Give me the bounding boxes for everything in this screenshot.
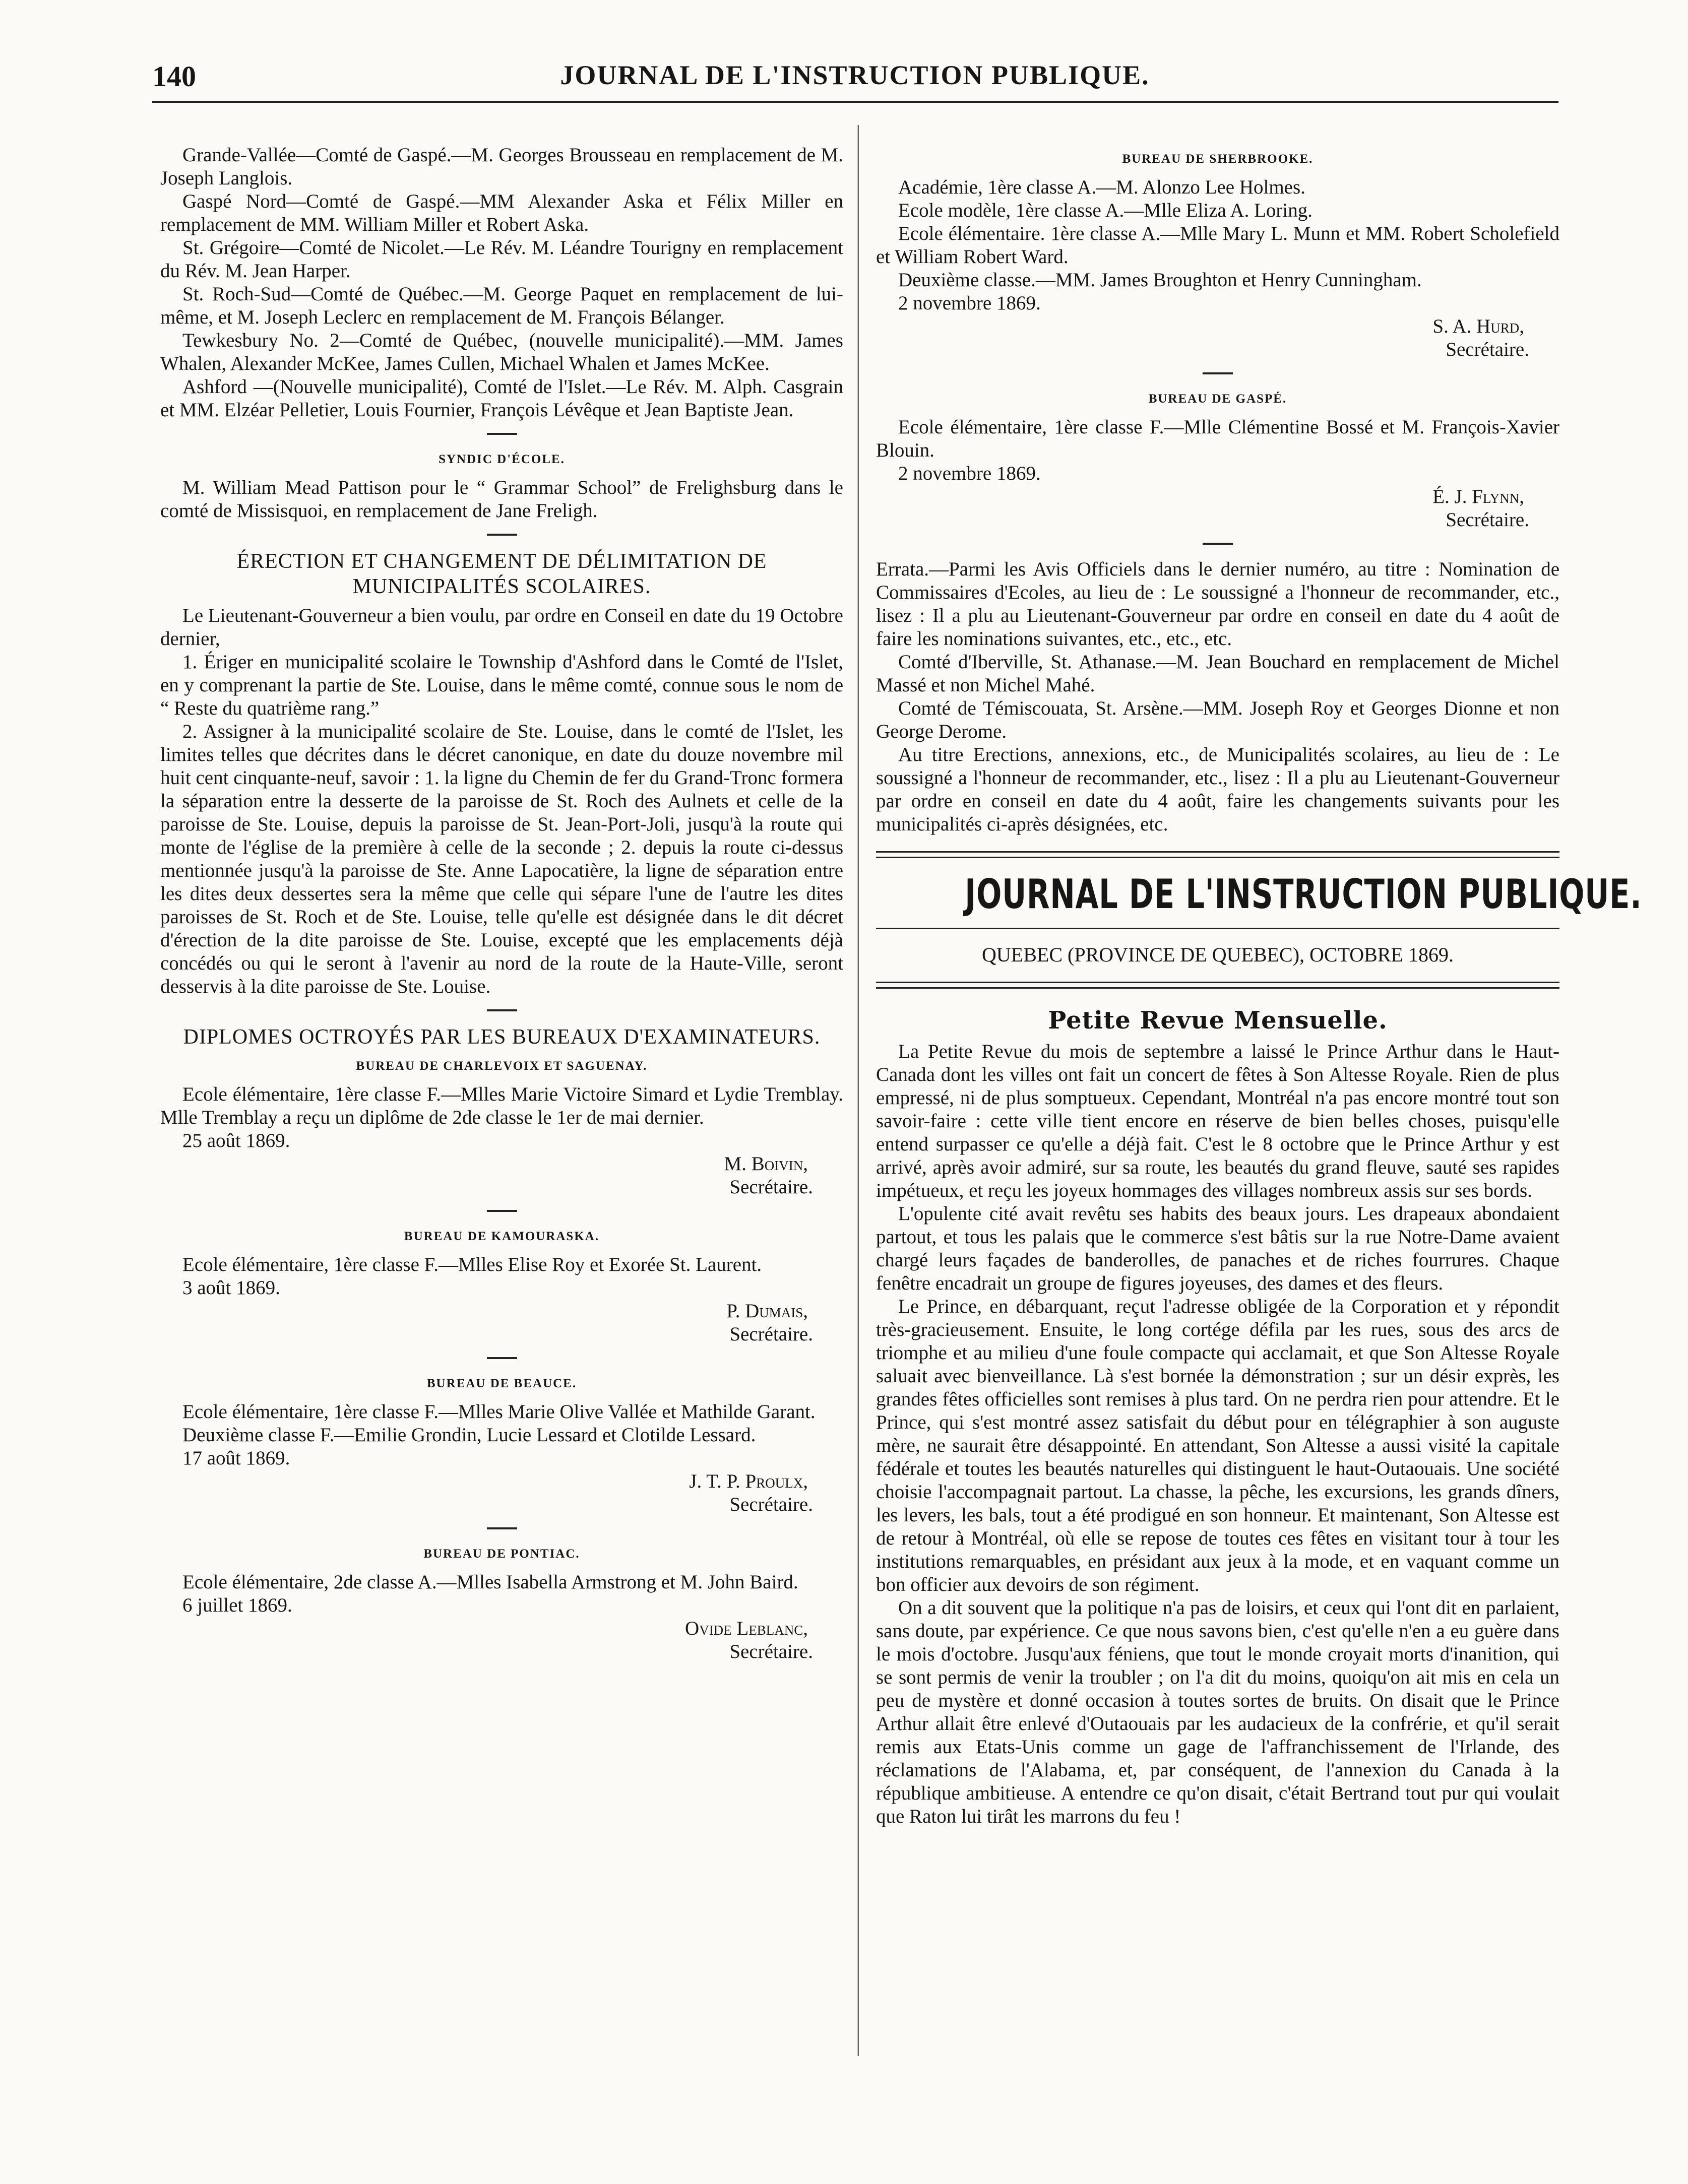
signer-name: P. Dumais,: [726, 1300, 808, 1322]
page-header: [152, 59, 1557, 95]
signer-name: Ovide Leblanc,: [685, 1618, 808, 1639]
revue-paragraph: La Petite Revue du mois de septembre a laissé le Prince Arthur dans le Haut-Canada dont les villes ont fait un concert de fêtes à Son Altesse Royale. Rien de plus empressé, ni de plus somptueux. Cependant, Montréal n'a pas encore montré tout son savoir-faire : cette ville tient encore en réserve de bien belles choses, puisqu'elle entend surpasser ce qu'elle a déjà fait. C'est le 8 octobre que le Prince Arthur y est arrivé, après avoir admiré, sur sa route, les beautés du grand fleuve, sauté ses rapides impétueux, et reçu les joyeux hommages des villages nombreux assis sur ses bords.: [876, 1041, 1559, 1201]
erection-paragraph: Le Lieutenant-Gouverneur a bien voulu, par ordre en Conseil en date du 19 Octobre dernier,: [160, 605, 843, 650]
revue-paragraph: Le Prince, en débarquant, reçut l'adresse obligée de la Corporation et y répondit très-gracieusement. Ensuite, le long cortége défila par les rues, sous des arcs de triomphe et au milieu d'une foule compacte qui acclamait, et que Son Altesse Royale saluait avec bienveillance. Là s'est bornée la démonstration ; sur un désir exprès, les grandes fêtes officielles sont remises à plus tard. On ne perdra rien pour attendre. Et le Prince, qui s'est montré assez satisfait du début pour en télégraphier à son auguste mère, ne saurait être désappointé. En attendant, Son Altesse a aussi visité la capitale fédérale et toutes les beautés naturelles qui distinguent le haut-Outaouais. Une société choisie l'accompagnait partout. La chasse, la pêche, les excursions, les grands dîners, les levers, les bals, tout a été prodigué en son honneur. Et maintenant, Son Altesse est de retour à Montréal, où elle se repose de toutes ces fêtes en visitant tour à tour les institutions remarquables, en présidant aux jeux à la mode, et en vaquant comme un bon officier aux devoirs de son régiment.: [876, 1296, 1559, 1595]
signer-role: Secrétaire.: [729, 1176, 813, 1198]
signer-role: Secrétaire.: [1446, 339, 1529, 360]
double-rule: [876, 982, 1559, 989]
masthead-rule: [876, 928, 1559, 929]
signer-role: Secrétaire.: [729, 1494, 813, 1515]
separator-dash: [487, 433, 517, 435]
erection-paragraph: 2. Assigner à la municipalité scolaire de Ste. Louise, dans le comté de l'Islet, les limites telles que décrites dans le décret canonique, en date du douze novembre mil huit cent cinquante-neuf, savoir : 1. la ligne du Chemin de fer du Grand-Tronc formera la séparation entre la desserte de la paroisse de St. Roch des Aulnets et celle de la paroisse de Ste. Louise, depuis la paroisse de St. Jean-Port-Joli, jusqu'à la route qui monte de l'église de la première à celle de la seconde ; 2. depuis la route ci-dessus mentionnée jusqu'à la paroisse de Ste. Anne Lapocatière, la ligne de séparation entre les dites deux dessertes sera la même que celle qui sépare l'une de l'autre les dites paroisses de St. Roch et de Ste. Louise, telle qu'elle est désignée dans le dit décret d'érection de la dite paroisse de Ste. Louise, excepté que les emplacements déjà concédés ou qui le seront à l'avenir au nord de la route de la Haute-Ville, seront desservis à la dite paroisse de Ste. Louise.: [160, 721, 843, 997]
bureau-entry: Ecole modèle, 1ère classe A.—Mlle Eliza A. Loring.: [898, 200, 1312, 221]
signer-role: Secrétaire.: [729, 1323, 813, 1345]
header-rule: [152, 101, 1558, 103]
dateline: QUEBEC (PROVINCE DE QUEBEC), OCTOBRE 1869.: [982, 943, 1454, 966]
signer-name: S. A. Hurd,: [1432, 315, 1524, 337]
bureau-heading: BUREAU DE KAMOURASKA.: [404, 1230, 600, 1243]
erection-heading: ÉRECTION ET CHANGEMENT DE DÉLIMITATION DE MUNICIPALITÉS SCOLAIRES.: [236, 550, 767, 598]
bureau-entry: Ecole élémentaire, 1ère classe F.—Mlles Elise Roy et Exorée St. Laurent.: [182, 1254, 762, 1275]
page-number: 140: [152, 60, 196, 93]
errata-paragraph: Au titre Erections, annexions, etc., de Municipalités scolaires, au lieu de : Le soussigné a l'honneur de recommander, etc., lisez : Il a plu au Lieutenant-Gouverneur par ordre en conseil en date du 4 août, faire les changements suivants pour les municipalités ci-après désignées, etc.: [876, 744, 1559, 835]
revue-paragraph: L'opulente cité avait revêtu ses habits des beaux jours. Les drapeaux abondaient partout, et tous les palais que le commerce s'est bâtis sur la rue Notre-Dame avaient chargé leurs façades de banderolles, de panaches et de riches fourrures. Chaque fenêtre encadrait un groupe de figures joyeuses, des dames et des fleurs.: [876, 1203, 1559, 1294]
bureau-entry: Académie, 1ère classe A.—M. Alonzo Lee Holmes.: [898, 176, 1305, 198]
nomination-entry: Ashford —(Nouvelle municipalité), Comté de l'Islet.—Le Rév. M. Alph. Casgrain et MM. Elzéar Pelletier, Louis Fournier, François Lévêque et Jean Baptiste Jean.: [160, 376, 843, 421]
bureau-heading: BUREAU DE GASPÉ.: [1148, 392, 1287, 406]
revue-paragraph: On a dit souvent que la politique n'a pas de loisirs, et ceux qui l'ont dit en parlaient, sans doute, par expérience. Ce que nous savons bien, c'est qu'elle n'en a eu guère dans le mois d'octobre. Jusqu'aux féniens, que tout le monde croyait morts d'inanition, qui se sont permis de venir la troubler ; on l'a dit du moins, quoiqu'on ait mis en cela un peu de mystère et donné occasion à toutes sortes de bruits. On disait que le Prince Arthur allait être enlevé d'Outaouais par les audacieux de la confrérie, et qu'il serait remis aux Etats-Unis comme un gage de l'affranchissement de l'Irlande, des réclamations de l'Alabama, et, par conséquent, de l'annexion du Canada à la république ambitieuse. A entendre ce qu'on disait, c'était Bertrand tout pur qui voulait que Raton lui tirât les marrons du feu !: [876, 1597, 1559, 1827]
bureau-heading: BUREAU DE SHERBROOKE.: [1122, 152, 1314, 166]
signer-role: Secrétaire.: [1446, 509, 1529, 531]
bureau-heading: BUREAU DE CHARLEVOIX ET SAGUENAY.: [356, 1059, 648, 1073]
bureau-heading: BUREAU DE BEAUCE.: [426, 1377, 577, 1390]
bureau-entry: Ecole élémentaire, 1ère classe F.—Mlle Clémentine Bossé et M. François-Xavier Blouin.: [876, 416, 1559, 461]
bureau-entry: Deuxième classe.—MM. James Broughton et Henry Cunningham.: [898, 269, 1422, 291]
separator-dash: [487, 1527, 517, 1529]
nomination-entry: Tewkesbury No. 2—Comté de Québec, (nouvelle municipalité).—MM. James Whalen, Alexander McKee, James Cullen, Michael Whalen et James McKee.: [160, 330, 843, 374]
syndic-text: M. William Mead Pattison pour le “ Grammar School” de Frelighsburg dans le comté de Missisquoi, en remplacement de Jane Freligh.: [160, 477, 843, 522]
bureau-entry: Ecole élémentaire, 1ère classe F.—Mlles Marie Olive Vallée et Mathilde Garant.: [182, 1401, 816, 1423]
right-column: [876, 144, 1642, 1828]
diplomes-heading: DIPLOMES OCTROYÉS PAR LES BUREAUX D'EXAMINATEURS.: [183, 1025, 821, 1049]
bureau-date: 17 août 1869.: [182, 1447, 290, 1469]
bureau-date: 2 novembre 1869.: [898, 292, 1041, 314]
left-column: [160, 144, 843, 1663]
double-rule: [876, 851, 1559, 858]
bureau-heading: BUREAU DE PONTIAC.: [423, 1547, 580, 1561]
nomination-entry: St. Grégoire—Comté de Nicolet.—Le Rév. M. Léandre Tourigny en remplacement du Rév. M. Jean Harper.: [160, 237, 843, 282]
signer-name: J. T. P. Proulx,: [689, 1470, 808, 1492]
bureau-date: 6 juillet 1869.: [182, 1594, 292, 1616]
erection-paragraph: 1. Ériger en municipalité scolaire le Township d'Ashford dans le Comté de l'Islet, en y comprenant la partie de Ste. Louise, dans le même comté, connue sous le nom de “ Reste du quatrième rang.”: [160, 651, 843, 719]
separator-dash: [487, 1210, 517, 1212]
running-title: JOURNAL DE L'INSTRUCTION PUBLIQUE.: [560, 60, 1150, 90]
bureau-entry: Deuxième classe F.—Emilie Grondin, Lucie Lessard et Clotilde Lessard.: [182, 1424, 756, 1446]
bureau-entry: Ecole élémentaire, 2de classe A.—Mlles Isabella Armstrong et M. John Baird.: [182, 1571, 798, 1593]
syndic-heading: SYNDIC D'ÉCOLE.: [439, 453, 565, 466]
separator-dash: [1203, 372, 1233, 374]
signer-name: M. Boivin,: [724, 1153, 808, 1175]
separator-dash: [487, 1009, 517, 1011]
separator-dash: [1203, 543, 1233, 545]
bureau-date: 25 août 1869.: [182, 1130, 290, 1151]
separator-dash: [487, 1357, 517, 1359]
errata-paragraph: Comté de Témiscouata, St. Arsène.—MM. Joseph Roy et Georges Dionne et non George Derome.: [876, 697, 1559, 742]
errata-paragraph: Errata.—Parmi les Avis Officiels dans le dernier numéro, au titre : Nomination de Commissaires d'Ecoles, au lieu de : Le soussigné a l'honneur de recommander, etc., lisez : Il a plu au Lieutenant-Gouverneur par ordre en conseil en date du 4 août de faire les nominations suivantes, etc., etc., etc.: [876, 558, 1559, 650]
nomination-entry: St. Roch-Sud—Comté de Québec.—M. George Paquet en remplacement de lui-même, et M. Joseph Leclerc en remplacement de M. François Bélanger.: [160, 283, 843, 328]
bureau-date: 3 août 1869.: [182, 1277, 280, 1299]
column-divider: [857, 125, 859, 2056]
revue-title: Petite Revue Mensuelle.: [1048, 1006, 1388, 1035]
masthead-title: JOURNAL DE L'INSTRUCTION PUBLIQUE.: [965, 871, 1642, 918]
bureau-entry: Ecole élémentaire. 1ère classe A.—Mlle Mary L. Munn et MM. Robert Scholefield et William Robert Ward.: [876, 223, 1559, 268]
errata-paragraph: Comté d'Iberville, St. Athanase.—M. Jean Bouchard en remplacement de Michel Massé et non Michel Mahé.: [876, 651, 1559, 696]
signer-name: É. J. Flynn,: [1432, 486, 1524, 507]
bureau-entry: Ecole élémentaire, 1ère classe F.—Mlles Marie Victoire Simard et Lydie Tremblay. Mlle Tremblay a reçu un diplôme de 2de classe le 1er de mai dernier.: [160, 1083, 843, 1128]
nomination-entry: Grande-Vallée—Comté de Gaspé.—M. Georges Brousseau en remplacement de M. Joseph Langlois.: [160, 144, 843, 189]
nomination-entry: Gaspé Nord—Comté de Gaspé.—MM Alexander Aska et Félix Miller en remplacement de MM. William Miller et Robert Aska.: [160, 190, 843, 235]
separator-dash: [487, 534, 517, 536]
bureau-date: 2 novembre 1869.: [898, 463, 1041, 484]
signer-role: Secrétaire.: [729, 1641, 813, 1662]
